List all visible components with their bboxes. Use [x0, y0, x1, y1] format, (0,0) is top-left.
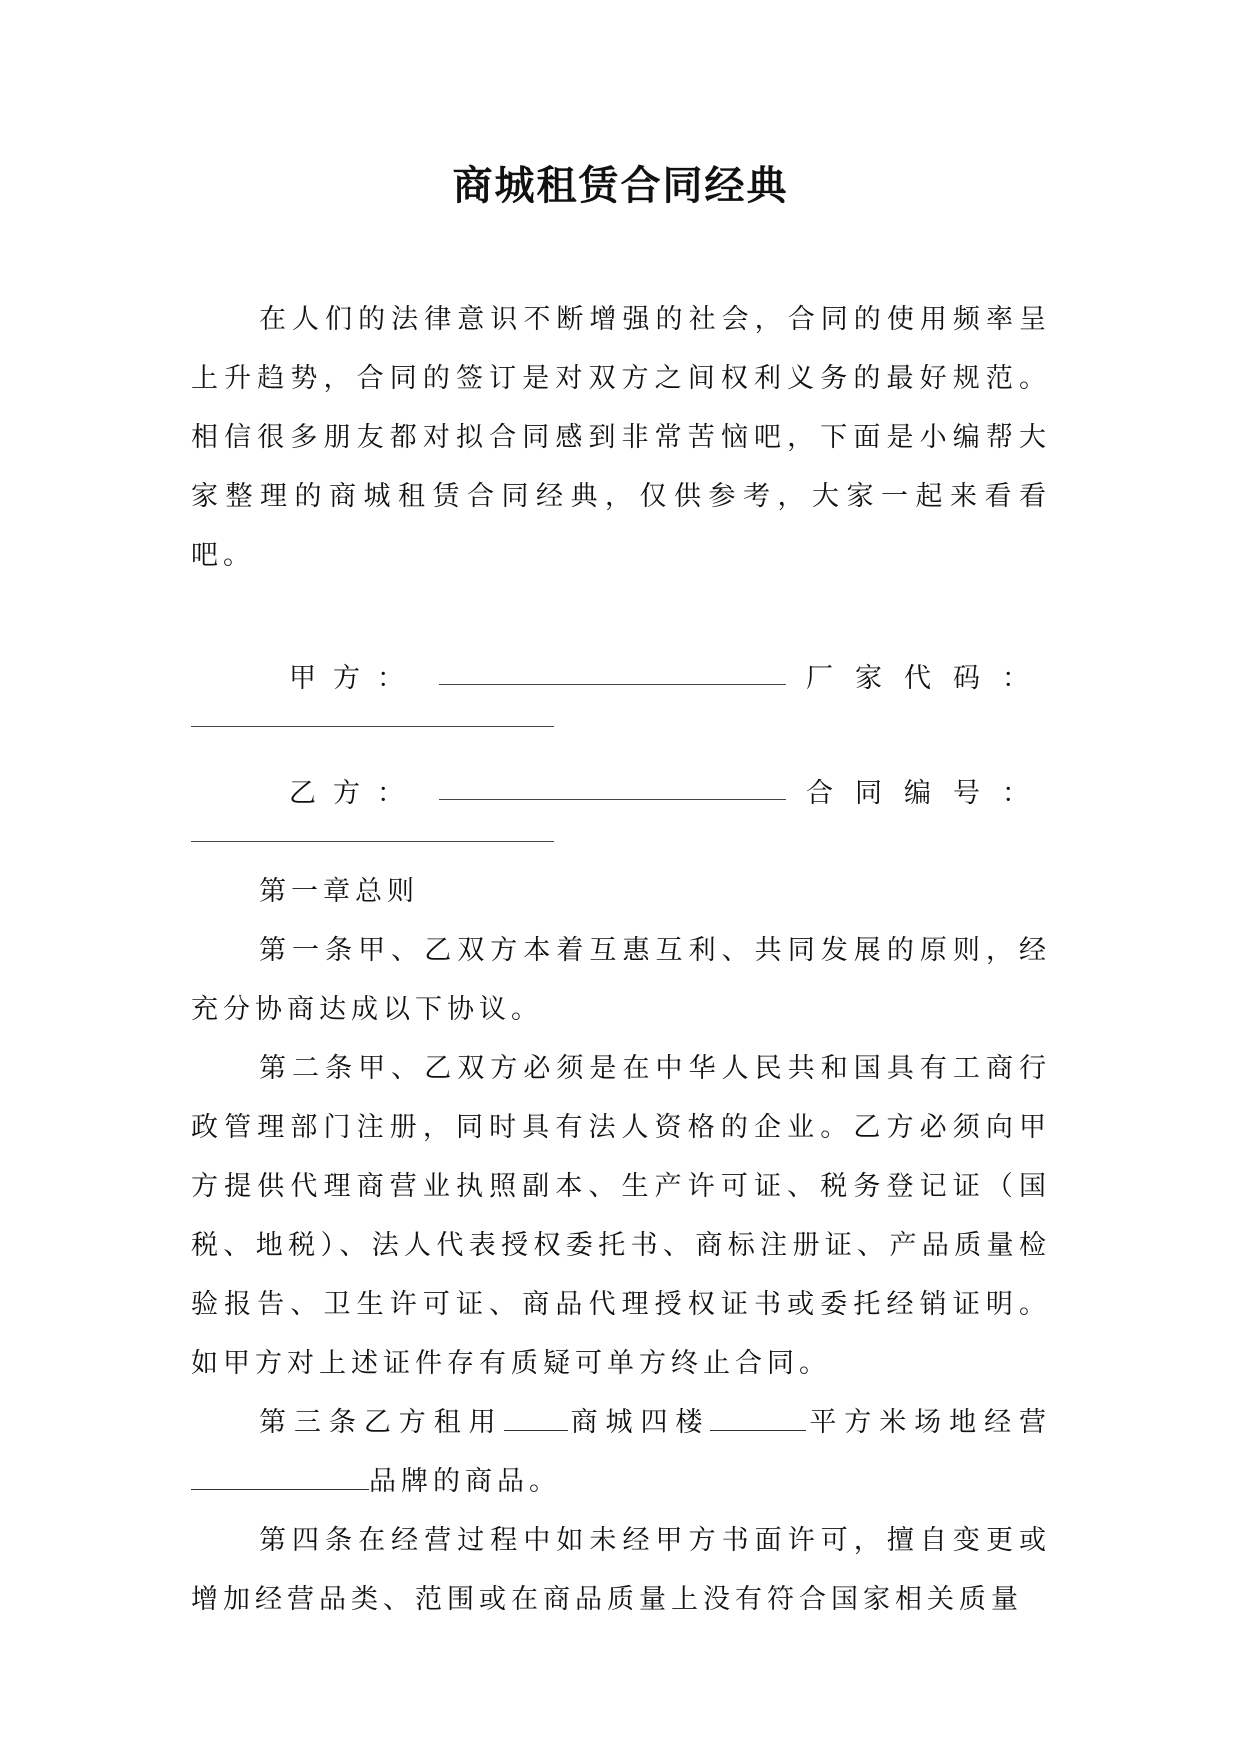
document-body — [191, 290, 1051, 1629]
article-3-part4: 品牌的商品。 — [369, 1466, 561, 1497]
contract-no-label: 合同编号： — [806, 778, 1051, 809]
party-a-line — [191, 636, 1051, 695]
party-a-blank — [439, 662, 786, 685]
manufacturer-code-blank-row — [191, 695, 1051, 751]
document-title: 商城租赁合同经典 — [452, 162, 789, 209]
article-3-part3: 平方米场地经营 — [806, 1407, 1052, 1438]
area-blank-1 — [504, 1408, 568, 1431]
contract-no-blank-row — [191, 810, 1051, 858]
area-blank-2 — [710, 1408, 806, 1431]
article-3 — [191, 1393, 1051, 1511]
brand-blank — [191, 1467, 369, 1490]
article-3-part1: 第三条乙方租用 — [259, 1407, 504, 1438]
party-b-label: 乙方： — [289, 778, 421, 809]
article-1: 第一条甲、乙双方本着互惠互利、共同发展的原则，经充分协商达成以下协议。 — [191, 935, 1051, 1025]
article-3-part2: 商城四楼 — [567, 1407, 711, 1438]
party-b-line — [191, 751, 1051, 810]
party-a-label: 甲方： — [289, 663, 421, 694]
manufacturer-code-label: 厂家代码： — [806, 663, 1051, 694]
chapter-heading: 第一章总则 — [259, 876, 419, 907]
party-b-blank — [439, 777, 786, 800]
article-4: 第四条在经营过程中如未经甲方书面许可，擅自变更或增加经营品类、范围或在商品质量上没有符合国家相关质量 — [191, 1525, 1051, 1615]
intro-paragraph: 在人们的法律意识不断增强的社会，合同的使用频率呈上升趋势，合同的签订是对双方之间权利义务的最好规范。相信很多朋友都对拟合同感到非常苦恼吧，下面是小编帮大家整理的商城租赁合同经典，仅供参考，大家一起来看看吧。 — [191, 304, 1051, 571]
manufacturer-code-blank — [191, 726, 554, 727]
contract-no-blank — [191, 841, 554, 842]
article-2: 第二条甲、乙双方必须是在中华人民共和国具有工商行政管理部门注册，同时具有法人资格的企业。乙方必须向甲方提供代理商营业执照副本、生产许可证、税务登记证（国税、地税）、法人代表授权委托书、商标注册证、产品质量检验报告、卫生许可证、商品代理授权证书或委托经销证明。如甲方对上述证件存有质疑可单方终止合同。 — [191, 1053, 1051, 1379]
